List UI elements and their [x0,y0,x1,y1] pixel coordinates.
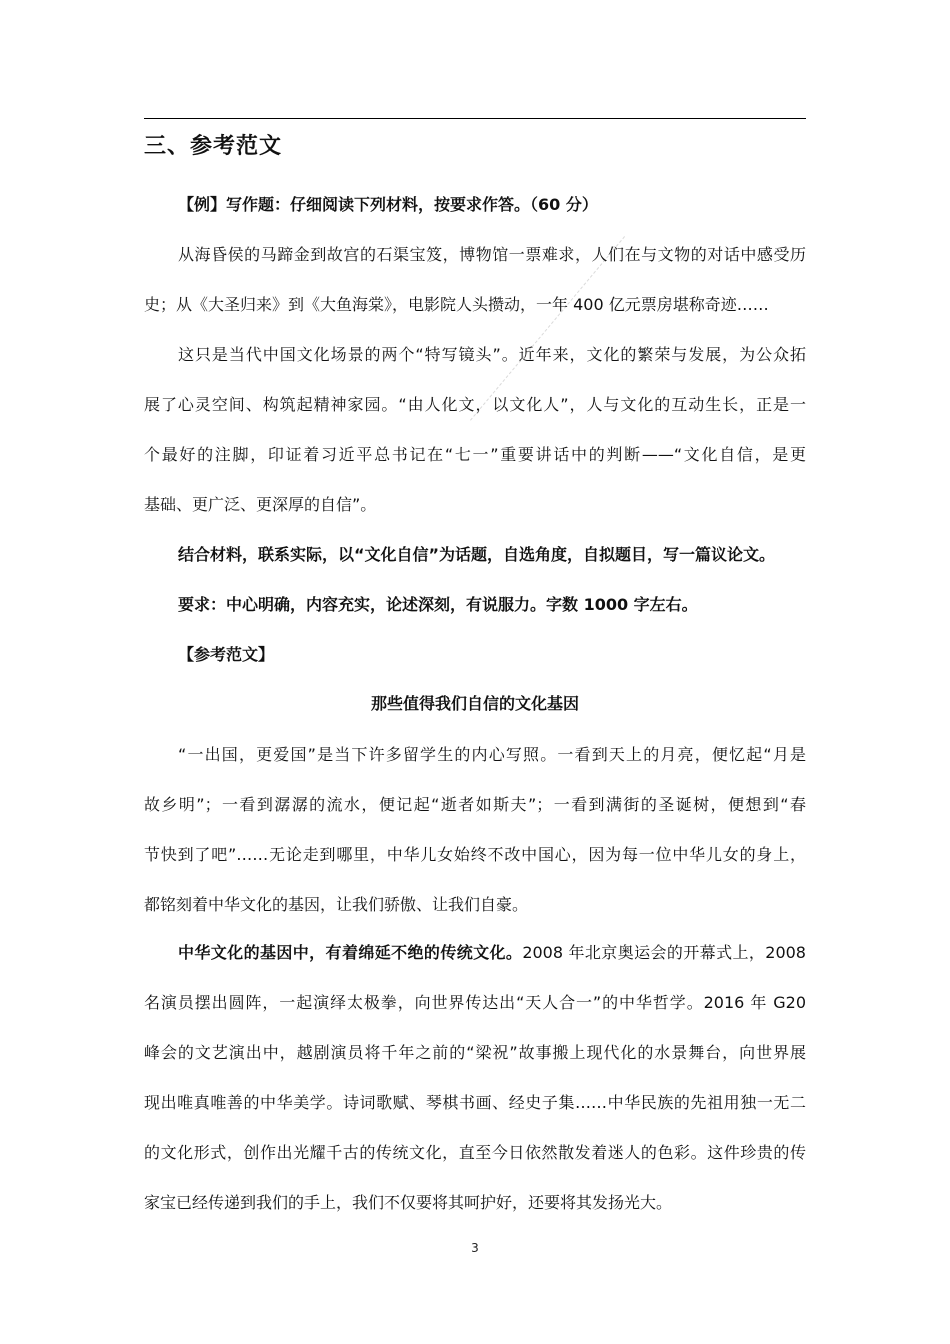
section-title: 三、参考范文 [144,134,283,159]
example-prompt: 【例】写作题：仔细阅读下列材料，按要求作答。（60 分） [178,195,598,214]
paragraph-lead: 中华文化的基因中，有着绵延不绝的传统文化。 [178,943,523,962]
essay-line: 峰会的文艺演出中，越剧演员将千年之前的“梁祝”故事搬上现代化的水景舞台，向世界展 [144,1043,806,1062]
material-line: 个最好的注脚，印证着习近平总书记在“七一”重要讲话中的判断——“文化自信，是更 [144,445,806,464]
essay-line: 家宝已经传递到我们的手上，我们不仅要将其呵护好，还要将其发扬光大。 [144,1193,673,1212]
paragraph-text: 2008 年北京奥运会的开幕式上，2008 [522,943,806,962]
essay-line: 名演员摆出圆阵，一起演绎太极拳，向世界传达出“天人合一”的中华哲学。2016 年 G20 [144,993,806,1012]
page-number: 3 [471,1241,479,1255]
material-line: 这只是当代中国文化场景的两个“特写镜头”。近年来，文化的繁荣与发展，为公众拓 [178,345,806,364]
material-line: 史；从《大圣归来》到《大鱼海棠》，电影院人头攒动，一年 400 亿元票房堪称奇迹…… [144,295,769,314]
essay-line: 现出唯真唯善的中华美学。诗词歌赋、琴棋书画、经史子集……中华民族的先祖用独一无二 [144,1093,806,1112]
header-rule [144,118,806,119]
essay-line: 节快到了吧”……无论走到哪里，中华儿女始终不改中国心，因为每一位中华儿女的身上， [144,845,806,864]
essay-label: 【参考范文】 [178,645,275,664]
example-requirement: 要求：中心明确，内容充实，论述深刻，有说服力。字数 1000 字左右。 [178,595,698,614]
material-line: 基础、更广泛、更深厚的自信”。 [144,495,377,514]
material-line: 从海昏侯的马蹄金到故宫的石渠宝笈，博物馆一票难求，人们在与文物的对话中感受历 [178,245,806,264]
material-line: 展了心灵空间、构筑起精神家园。“由人化文，以文化人”，人与文化的互动生长，正是一 [144,395,806,414]
essay-line: 的文化形式，创作出光耀千古的传统文化，直至今日依然散发着迷人的色彩。这件珍贵的传 [144,1143,806,1162]
essay-line: 故乡明”；一看到潺潺的流水，便记起“逝者如斯夫”；一看到满街的圣诞树，便想到“春 [144,795,806,814]
example-task: 结合材料，联系实际，以“文化自信”为话题，自选角度，自拟题目，写一篇议论文。 [178,545,776,564]
essay-line: 都铭刻着中华文化的基因，让我们骄傲、让我们自豪。 [144,895,529,914]
essay-line: “一出国，更爱国”是当下许多留学生的内心写照。一看到天上的月亮，便忆起“月是 [178,745,806,764]
essay-title: 那些值得我们自信的文化基因 [370,694,579,713]
essay-line [144,941,806,965]
